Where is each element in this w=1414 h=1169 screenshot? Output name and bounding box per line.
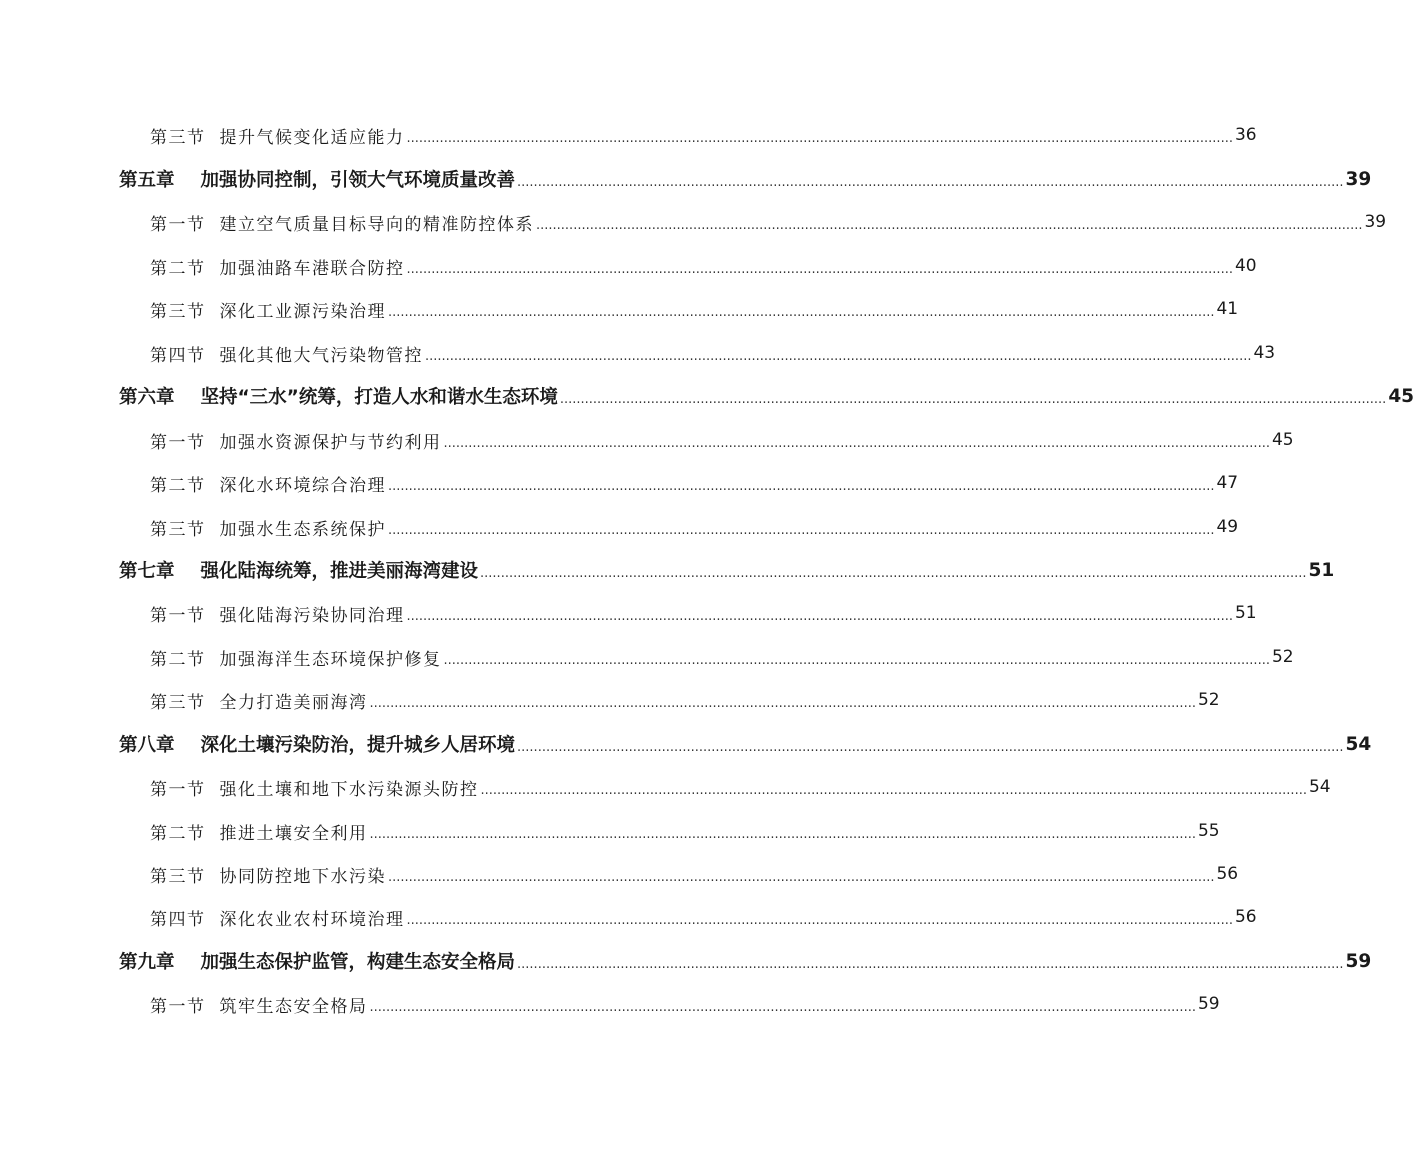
toc-entry-label: 第四节 — [150, 345, 206, 366]
toc-page-number: 45 — [1271, 430, 1294, 450]
toc-entry[interactable] — [0, 859, 1239, 889]
toc-entry-title: 加强水生态系统保护 — [219, 519, 386, 540]
toc-entry[interactable] — [0, 598, 1257, 628]
toc-entry-title: 全力打造美丽海湾 — [219, 692, 368, 713]
toc-entry[interactable] — [0, 425, 1294, 455]
toc-page-number: 59 — [1197, 994, 1220, 1014]
toc-entry-label: 第二节 — [150, 258, 206, 279]
dot-leader: ........................................................................................................................................................................................................ — [536, 217, 1363, 233]
toc-entry-label: 第一节 — [150, 214, 206, 235]
dot-leader: ........................................................................................................................................................................................................ — [406, 608, 1233, 624]
toc-entry-label: 第二节 — [150, 475, 206, 496]
toc-page-number: 54 — [1308, 777, 1331, 797]
dot-leader: ........................................................................................................................................................................................................ — [388, 478, 1215, 494]
dot-leader: ........................................................................................................................................................................................................ — [406, 261, 1233, 277]
toc-entry-title: 筑牢生态安全格局 — [219, 996, 368, 1017]
toc-page-number: 52 — [1271, 647, 1294, 667]
dot-leader: ........................................................................................................................................................................................................ — [517, 956, 1344, 972]
toc-entry-title: 加强生态保护监管，构建生态安全格局 — [200, 952, 516, 973]
dot-leader: ........................................................................................................................................................................................................ — [406, 130, 1233, 146]
toc-entry-label: 第四节 — [150, 909, 206, 930]
toc-page-number: 49 — [1216, 517, 1239, 537]
toc-entry-title: 建立空气质量目标导向的精准防控体系 — [219, 214, 534, 235]
toc-entry[interactable] — [0, 120, 1257, 150]
toc-entry-label: 第九章 — [119, 952, 175, 973]
toc-entry[interactable] — [0, 729, 1372, 759]
dot-leader: ........................................................................................................................................................................................................ — [443, 435, 1270, 451]
toc-entry[interactable] — [0, 294, 1239, 324]
toc-entry[interactable] — [0, 989, 1220, 1019]
toc-entry-label: 第三节 — [150, 692, 206, 713]
toc-page-number: 54 — [1345, 733, 1372, 755]
toc-entry-label: 第三节 — [150, 301, 206, 322]
toc-entry[interactable] — [0, 207, 1387, 237]
toc-entry-title: 强化陆海统筹，推进美丽海湾建设 — [200, 561, 479, 582]
toc-entry-title: 深化土壤污染防治，提升城乡人居环境 — [200, 735, 516, 756]
toc-entry-label: 第二节 — [150, 823, 206, 844]
toc-page-number: 56 — [1234, 907, 1257, 927]
toc-entry-label: 第三节 — [150, 866, 206, 887]
toc-entry-title: 坚持“三水”统筹，打造人水和谐水生态环境 — [200, 387, 558, 408]
toc-entry[interactable] — [0, 468, 1239, 498]
toc-entry[interactable] — [0, 381, 1414, 411]
toc-entry-label: 第一节 — [150, 996, 206, 1017]
toc-entry[interactable] — [0, 164, 1372, 194]
toc-entry[interactable] — [0, 685, 1220, 715]
toc-entry[interactable] — [0, 946, 1372, 976]
dot-leader: ........................................................................................................................................................................................................ — [369, 695, 1196, 711]
toc-page-number: 41 — [1216, 299, 1239, 319]
toc-entry-label: 第三节 — [150, 519, 206, 540]
toc-entry-title: 协同防控地下水污染 — [219, 866, 386, 887]
toc-entry[interactable] — [0, 642, 1294, 672]
dot-leader: ........................................................................................................................................................................................................ — [425, 348, 1252, 364]
toc-entry-title: 加强协同控制，引领大气环境质量改善 — [200, 170, 516, 191]
dot-leader: ........................................................................................................................................................................................................ — [388, 869, 1215, 885]
toc-entry[interactable] — [0, 512, 1239, 542]
toc-entry-title: 推进土壤安全利用 — [219, 823, 368, 844]
toc-page-number: 47 — [1216, 473, 1239, 493]
toc-entry[interactable] — [0, 816, 1220, 846]
toc-entry-title: 提升气候变化适应能力 — [219, 127, 405, 148]
toc-entry-label: 第七章 — [119, 561, 175, 582]
toc-page-number: 40 — [1234, 256, 1257, 276]
toc-entry-title: 深化农业农村环境治理 — [219, 909, 405, 930]
toc-page-number: 51 — [1234, 603, 1257, 623]
dot-leader: ........................................................................................................................................................................................................ — [369, 826, 1196, 842]
toc-entry-label: 第一节 — [150, 779, 206, 800]
dot-leader: ........................................................................................................................................................................................................ — [517, 739, 1344, 755]
toc-entry-title: 深化工业源污染治理 — [219, 301, 386, 322]
dot-leader: ........................................................................................................................................................................................................ — [388, 522, 1215, 538]
toc-page-number: 45 — [1388, 385, 1414, 407]
toc-entry-title: 深化水环境综合治理 — [219, 475, 386, 496]
dot-leader: ........................................................................................................................................................................................................ — [388, 304, 1215, 320]
toc-entry-label: 第五章 — [119, 170, 175, 191]
toc-entry[interactable] — [0, 772, 1331, 802]
toc-entry-label: 第六章 — [119, 387, 175, 408]
toc-page-number: 56 — [1216, 864, 1239, 884]
dot-leader: ........................................................................................................................................................................................................ — [480, 565, 1307, 581]
toc-page-number: 39 — [1345, 168, 1372, 190]
dot-leader: ........................................................................................................................................................................................................ — [406, 912, 1233, 928]
toc-entry-label: 第一节 — [150, 605, 206, 626]
toc-page-number: 59 — [1345, 950, 1372, 972]
dot-leader: ........................................................................................................................................................................................................ — [369, 999, 1196, 1015]
toc-entry[interactable] — [0, 338, 1276, 368]
toc-page-number: 51 — [1308, 559, 1335, 581]
toc-page-number: 55 — [1197, 821, 1220, 841]
toc-entry-label: 第八章 — [119, 735, 175, 756]
toc-entry-title: 强化其他大气污染物管控 — [219, 345, 423, 366]
toc-entry-title: 强化陆海污染协同治理 — [219, 605, 405, 626]
toc-entry-label: 第二节 — [150, 649, 206, 670]
toc-page-number: 43 — [1253, 343, 1276, 363]
toc-entry[interactable] — [0, 902, 1257, 932]
toc-entry-title: 加强海洋生态环境保护修复 — [219, 649, 442, 670]
dot-leader: ........................................................................................................................................................................................................ — [443, 652, 1270, 668]
toc-entry[interactable] — [0, 251, 1257, 281]
toc-entry-title: 强化土壤和地下水污染源头防控 — [219, 779, 479, 800]
toc-entry-label: 第三节 — [150, 127, 206, 148]
toc-page-number: 36 — [1234, 125, 1257, 145]
dot-leader: ........................................................................................................................................................................................................ — [559, 391, 1387, 407]
toc-entry-label: 第一节 — [150, 432, 206, 453]
dot-leader: ........................................................................................................................................................................................................ — [480, 782, 1307, 798]
toc-page-number: 52 — [1197, 690, 1220, 710]
toc-entry[interactable] — [0, 555, 1335, 585]
dot-leader: ........................................................................................................................................................................................................ — [517, 174, 1344, 190]
toc-entry-title: 加强油路车港联合防控 — [219, 258, 405, 279]
toc-page-number: 39 — [1364, 212, 1387, 232]
toc-entry-title: 加强水资源保护与节约利用 — [219, 432, 442, 453]
